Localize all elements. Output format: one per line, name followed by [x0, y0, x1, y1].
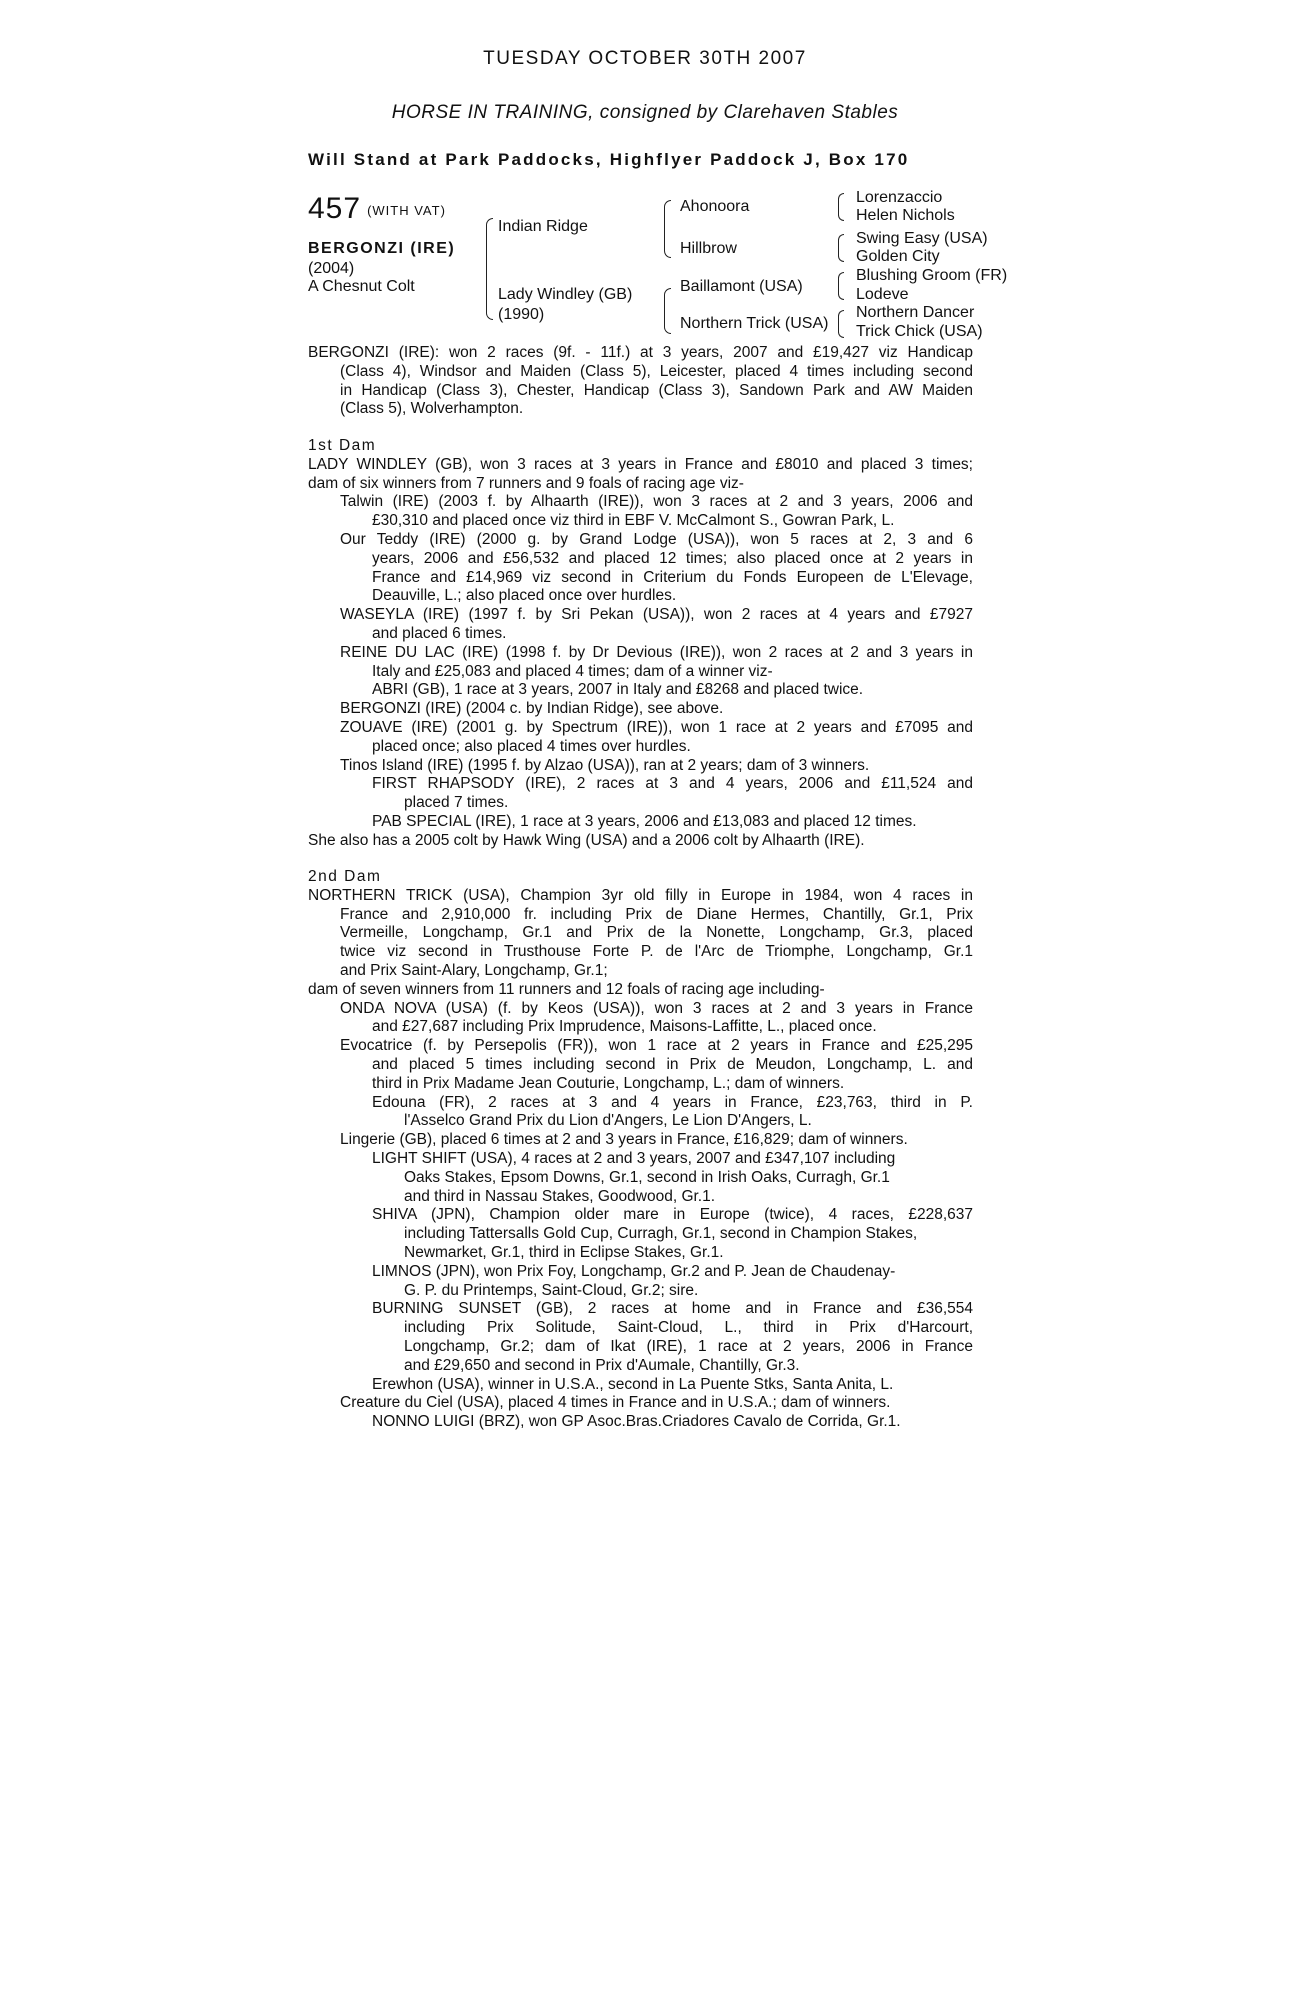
text-line: BURNING SUNSET (GB), 2 races at home and in France and £36,554	[372, 1300, 973, 1318]
text-line: Evocatrice (f. by Persepolis (FR)), won 1 race at 2 years in France and £25,295	[340, 1037, 973, 1055]
race-record	[308, 344, 973, 419]
consignment-subtitle: HORSE IN TRAINING, consigned by Clarehaven Stables	[391, 102, 899, 123]
ancestor: Helen Nichols	[856, 207, 955, 224]
text-line: NONNO LUIGI (BRZ), won GP Asoc.Bras.Criadores Cavalo de Corrida, Gr.1.	[372, 1413, 901, 1431]
ancestor: Lorenzaccio	[856, 189, 943, 206]
text-line: (Class 4), Windsor and Maiden (Class 5), Leicester, placed 4 times including second	[340, 362, 973, 380]
text-line: LIMNOS (JPN), won Prix Foy, Longchamp, Gr.2 and P. Jean de Chaudenay-	[372, 1262, 896, 1280]
text-line: She also has a 2005 colt by Hawk Wing (USA) and a 2006 colt by Alhaarth (IRE).	[308, 831, 865, 849]
text-line: BERGONZI (IRE): won 2 races (9f. - 11f.) at 3 years, 2007 and £19,427 viz Handicap	[308, 344, 973, 361]
text-line: Italy and £25,083 and placed 4 times; dam of a winner viz-	[372, 662, 773, 680]
text-line: and £27,687 including Prix Imprudence, Maisons-Laffitte, L., placed once.	[372, 1018, 877, 1036]
section-heading: 2nd Dam	[308, 868, 382, 885]
text-line: LADY WINDLEY (GB), won 3 races at 3 years in France and £8010 and placed 3 times;	[308, 455, 973, 473]
text-line: SHIVA (JPN), Champion older mare in Europe (twice), 4 races, £228,637	[372, 1206, 973, 1224]
text-line: l'Asselco Grand Prix du Lion d'Angers, Le Lion D'Angers, L.	[404, 1112, 812, 1130]
text-line: (Class 5), Wolverhampton.	[340, 400, 524, 418]
text-line: France and £14,969 viz second in Criterium du Fonds Europeen de L'Elevage,	[372, 568, 973, 586]
ancestor: Golden City	[856, 248, 940, 265]
pedigree-brace	[664, 200, 671, 258]
text-line: France and 2,910,000 fr. including Prix de Diane Hermes, Chantilly, Gr.1, Prix	[340, 905, 973, 923]
first-dam-section	[308, 437, 973, 851]
text-line: G. P. du Printemps, Saint-Cloud, Gr.2; sire.	[404, 1281, 699, 1299]
text-line: twice viz second in Trusthouse Forte P. de l'Arc de Triomphe, Longchamp, Gr.1	[340, 943, 973, 961]
second-dam-section	[308, 868, 973, 1432]
text-line: WASEYLA (IRE) (1997 f. by Sri Pekan (USA)), won 2 races at 4 years and £7927	[340, 606, 973, 624]
text-line: and placed 6 times.	[372, 624, 507, 642]
text-line: dam of seven winners from 11 runners and 12 foals of racing age including-	[308, 980, 825, 998]
ancestor: Northern Dancer	[856, 304, 975, 321]
text-line: BERGONZI (IRE) (2004 c. by Indian Ridge), see above.	[340, 700, 724, 718]
dam: Lady Windley (GB)	[498, 286, 633, 303]
text-line: and £29,650 and second in Prix d'Aumale, Chantilly, Gr.3.	[404, 1356, 800, 1374]
text-line: dam of six winners from 7 runners and 9 foals of racing age viz-	[308, 474, 744, 492]
text-line: in Handicap (Class 3), Chester, Handicap (Class 3), Sandown Park and AW Maiden	[340, 381, 973, 399]
text-line: ONDA NOVA (USA) (f. by Keos (USA)), won 3 races at 2 and 3 years in France	[340, 999, 973, 1017]
sale-date: TUESDAY OCTOBER 30TH 2007	[483, 48, 807, 69]
text-line: placed 7 times.	[404, 794, 509, 812]
text-line: FIRST RHAPSODY (IRE), 2 races at 3 and 4 years, 2006 and £11,524 and	[372, 775, 973, 793]
text-line: Edouna (FR), 2 races at 3 and 4 years in France, £23,763, third in P.	[372, 1093, 973, 1111]
text-line: Oaks Stakes, Epsom Downs, Gr.1, second in Irish Oaks, Curragh, Gr.1	[404, 1168, 890, 1186]
text-line: Vermeille, Longchamp, Gr.1 and Prix de la Nonette, Longchamp, Gr.3, placed	[340, 924, 973, 942]
text-line: third in Prix Madame Jean Couturie, Longchamp, L.; dam of winners.	[372, 1074, 845, 1092]
text-line: and third in Nassau Stakes, Goodwood, Gr.1.	[404, 1187, 716, 1205]
text-line: £30,310 and placed once viz third in EBF V. McCalmont S., Gowran Park, L.	[372, 512, 895, 530]
pedigree-brace	[838, 234, 844, 262]
text-line: and placed 5 times including second in Prix de Meudon, Longchamp, L. and	[372, 1055, 973, 1073]
foaling-year: (2004)	[308, 260, 355, 277]
grandsire-2: Baillamont (USA)	[680, 278, 803, 295]
pedigree-brace	[838, 310, 844, 338]
pedigree-brace	[486, 218, 493, 320]
text-line: ZOUAVE (IRE) (2001 g. by Spectrum (IRE)), won 1 race at 2 years and £7095 and	[340, 718, 973, 736]
text-line: including Prix Solitude, Saint-Cloud, L., third in Prix d'Harcourt,	[404, 1319, 973, 1337]
text-line: placed once; also placed 4 times over hurdles.	[372, 737, 691, 755]
pedigree-brace	[664, 288, 671, 334]
text-line: Lingerie (GB), placed 6 times at 2 and 3 years in France, £16,829; dam of winners.	[340, 1131, 908, 1149]
section-heading: 1st Dam	[308, 437, 377, 454]
grandsire-1: Ahonoora	[680, 198, 750, 215]
lot-number-value: 457	[308, 192, 362, 225]
pedigree-brace	[838, 193, 844, 221]
text-line: including Tattersalls Gold Cup, Curragh, Gr.1, second in Champion Stakes,	[404, 1225, 918, 1243]
text-line: Erewhon (USA), winner in U.S.A., second in La Puente Stks, Santa Anita, L.	[372, 1375, 894, 1393]
text-line: Longchamp, Gr.2; dam of Ikat (IRE), 1 race at 2 years, 2006 in France	[404, 1337, 973, 1355]
stand-location: Will Stand at Park Paddocks, Highflyer Paddock J, Box 170	[308, 150, 910, 169]
text-line: REINE DU LAC (IRE) (1998 f. by Dr Devious (IRE)), won 2 races at 2 and 3 years in	[340, 643, 973, 661]
ancestor: Lodeve	[856, 286, 909, 303]
dam-year: (1990)	[498, 306, 545, 323]
ancestor: Trick Chick (USA)	[856, 323, 983, 340]
horse-name: BERGONZI (IRE)	[308, 240, 456, 257]
text-line: and Prix Saint-Alary, Longchamp, Gr.1;	[340, 961, 608, 979]
text-line: Talwin (IRE) (2003 f. by Alhaarth (IRE)), won 3 races at 2 and 3 years, 2006 and	[340, 493, 973, 511]
ancestor: Swing Easy (USA)	[856, 230, 988, 247]
lot-number	[308, 192, 446, 226]
text-line: Newmarket, Gr.1, third in Eclipse Stakes, Gr.1.	[404, 1243, 724, 1261]
text-line: LIGHT SHIFT (USA), 4 races at 2 and 3 years, 2007 and £347,107 including	[372, 1149, 896, 1167]
vat-note: (WITH VAT)	[367, 202, 446, 218]
text-line: NORTHERN TRICK (USA), Champion 3yr old filly in Europe in 1984, won 4 races in	[308, 886, 973, 904]
ancestor: Blushing Groom (FR)	[856, 267, 1008, 284]
text-line: Creature du Ciel (USA), placed 4 times in France and in U.S.A.; dam of winners.	[340, 1394, 891, 1412]
text-line: ABRI (GB), 1 race at 3 years, 2007 in Italy and £8268 and placed twice.	[372, 681, 864, 699]
horse-description: A Chesnut Colt	[308, 278, 415, 295]
text-line: Tinos Island (IRE) (1995 f. by Alzao (USA)), ran at 2 years; dam of 3 winners.	[340, 756, 870, 774]
text-line: Our Teddy (IRE) (2000 g. by Grand Lodge (USA)), won 5 races at 2, 3 and 6	[340, 530, 973, 548]
granddam-2: Northern Trick (USA)	[680, 315, 829, 332]
sire: Indian Ridge	[498, 218, 588, 235]
text-line: Deauville, L.; also placed once over hurdles.	[372, 587, 677, 605]
granddam-1: Hillbrow	[680, 240, 737, 257]
text-line: years, 2006 and £56,532 and placed 12 times; also placed once at 2 years in	[372, 549, 973, 567]
text-line: PAB SPECIAL (IRE), 1 race at 3 years, 2006 and £13,083 and placed 12 times.	[372, 812, 917, 830]
pedigree-brace	[838, 272, 844, 300]
